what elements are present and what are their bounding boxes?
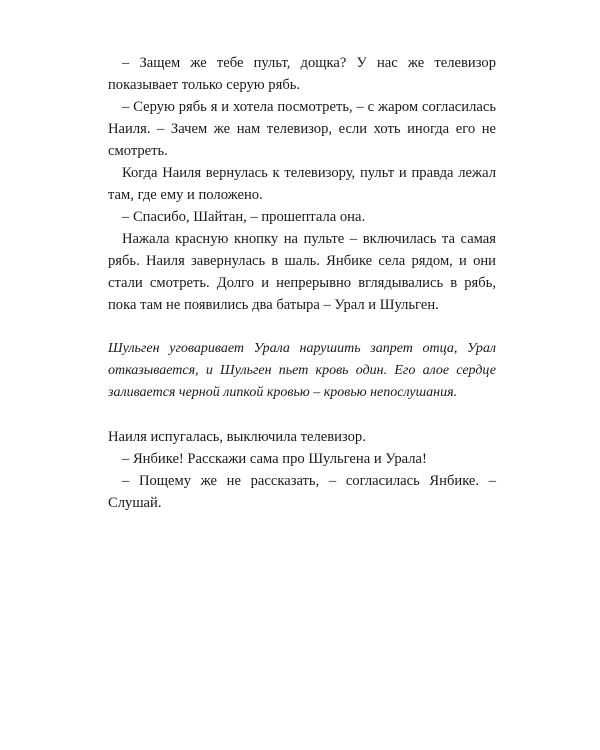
book-page [108, 52, 496, 514]
paragraph: – Пощему же не рассказать, – согласилась Янбике. – Слушай. [108, 473, 496, 511]
paragraph: – Серую рябь я и хотела посмотреть, – с жаром согласилась Наиля. – Зачем же нам телевизор, если хоть иногда его не смотреть. [108, 99, 496, 159]
text-section-2 [108, 426, 496, 514]
paragraph: Наиля испугалась, выключила телевизор. [108, 429, 366, 445]
italic-passage [108, 338, 496, 404]
paragraph: Когда Наиля вернулась к телевизору, пульт и правда лежал там, где ему и положено. [108, 165, 496, 203]
text-section-1 [108, 52, 496, 316]
paragraph: – Спасибо, Шайтан, – прошептала она. [122, 209, 366, 225]
paragraph: – Защем же тебе пульт, дощка? У нас же телевизор показывает только серую рябь. [108, 55, 496, 93]
paragraph: Нажала красную кнопку на пульте – включилась та самая рябь. Наиля завернулась в шаль. Янбике села рядом, и они стали смотреть. Долго и непрерывно вглядывались в рябь, пока там не появились два батыра – Урал и Шульген. [108, 231, 496, 313]
italic-paragraph: Шульген уговаривает Урала нарушить запрет отца, Урал отказывается, и Шульген пьет кровь один. Его алое сердце заливается черной липкой кровью – кровью непослушания. [108, 341, 496, 400]
paragraph: – Янбике! Расскажи сама про Шульгена и Урала! [122, 451, 427, 467]
